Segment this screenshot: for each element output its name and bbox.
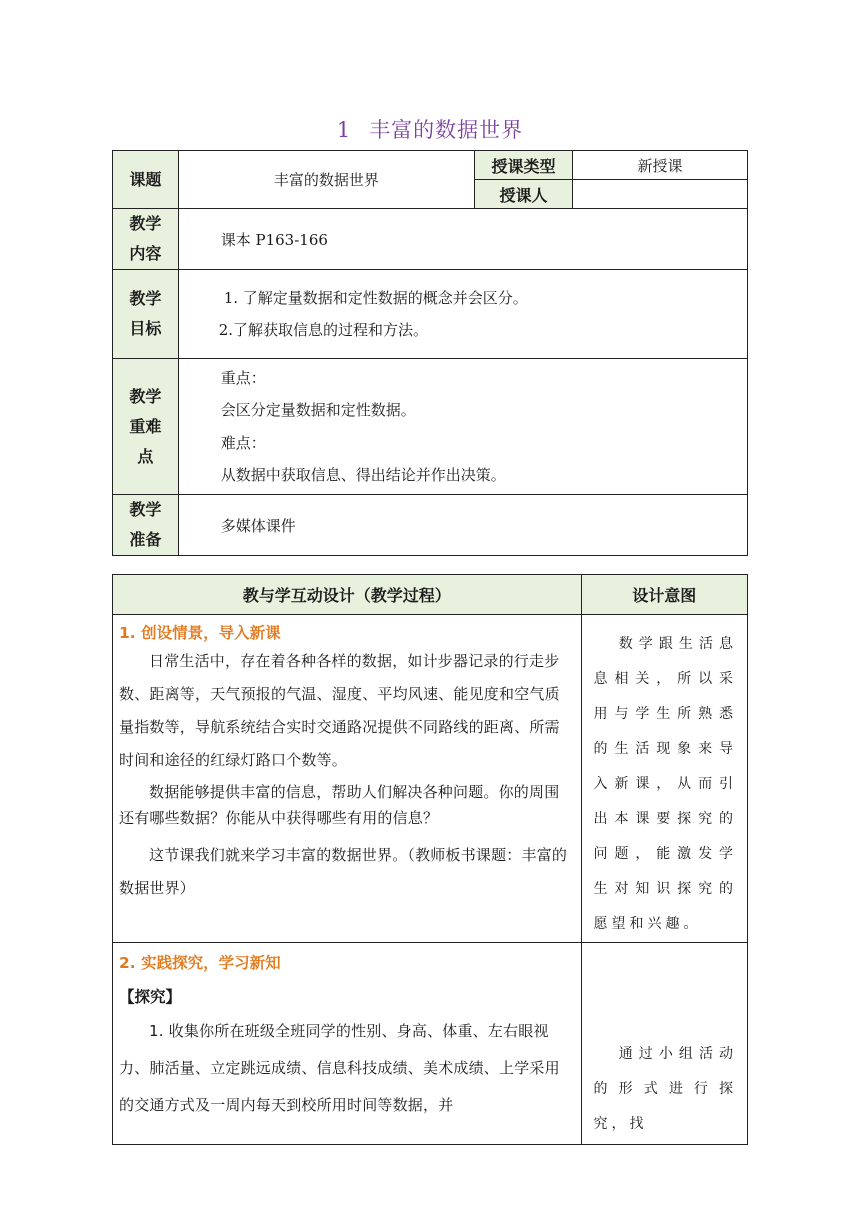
section-2-intent (581, 943, 747, 1145)
lesson-type-label: 授课类型 (474, 151, 572, 180)
goals-label-line1: 教学 (129, 289, 162, 308)
teacher-label: 授课人 (474, 180, 572, 209)
goals-value (178, 270, 747, 359)
content-value: 课本 P163-166 (178, 209, 747, 270)
goal-item-2: 2.了解获取信息的过程和方法。 (218, 321, 429, 339)
section-1-paragraph-2: 数据能够提供丰富的信息，帮助人们解决各种问题。你的周围还有哪些数据？你能从中获得哪些有用的信息？ (119, 783, 560, 827)
section-2-title: 2. 实践探究，学习新知 (119, 954, 281, 972)
section-1-intent-text: 数学跟生活息息相关，所以采用与学生所熟悉的生活现象来导入新课，从而引出本课要探究的问题，能激发学生对知识探究的愿望和兴趣。 (593, 636, 737, 932)
section-1-content (113, 615, 582, 943)
prep-label-line1: 教学 (129, 500, 162, 519)
lesson-number: 1 (336, 118, 352, 142)
lesson-info-table (112, 150, 748, 556)
content-label-line2: 内容 (129, 244, 162, 263)
explore-paragraph-1: 1. 收集你所在班级全班同学的性别、身高、体重、左右眼视力、肺活量、立定跳远成绩、信息科技成绩、美术成绩、上学采用的交通方式及一周内每天到校所用时间等数据，并 (119, 1022, 560, 1114)
section-1-intent (581, 615, 747, 943)
difficult-text: 从数据中获取信息、得出结论并作出决策。 (220, 466, 506, 484)
key-title: 重点： (220, 368, 266, 387)
lesson-type-value: 新授课 (573, 151, 748, 180)
lesson-title: 丰富的数据世界 (369, 118, 524, 142)
process-column-header: 教与学互动设计（教学过程） (113, 575, 582, 615)
goals-label (113, 270, 179, 359)
keypoints-label-line1: 教学 (129, 386, 162, 406)
explore-label: 【探究】 (119, 988, 182, 1006)
section-1-title: 1. 创设情景，导入新课 (119, 624, 281, 642)
section-2-intent-text: 通过小组活动的形式进行探究，找 (593, 1046, 737, 1132)
keypoints-value (178, 359, 747, 495)
keypoints-label-line2: 重难 (129, 416, 162, 436)
goals-label-line2: 目标 (129, 319, 162, 338)
topic-value: 丰富的数据世界 (178, 151, 474, 209)
keypoints-label-line3: 点 (137, 446, 154, 466)
content-label (113, 209, 179, 270)
keypoints-label (113, 359, 179, 495)
teacher-value (573, 180, 748, 209)
page-title (0, 114, 860, 144)
key-text: 会区分定量数据和定性数据。 (220, 401, 416, 419)
section-1-paragraph-3: 这节课我们就来学习丰富的数据世界。（教师板书课题：丰富的数据世界） (119, 846, 568, 897)
prep-label (113, 495, 179, 556)
teaching-process-table (112, 574, 748, 1145)
prep-label-line2: 准备 (129, 530, 162, 549)
content-label-line1: 教学 (129, 214, 162, 233)
topic-label: 课题 (113, 151, 179, 209)
difficult-title: 难点： (220, 433, 266, 452)
goal-item-1: 1. 了解定量数据和定性数据的概念并会区分。 (223, 289, 528, 307)
section-1-paragraph-1: 日常生活中，存在着各种各样的数据，如计步器记录的行走步数、距离等，天气预报的气温、湿度、平均风速、能见度和空气质量指数等，导航系统结合实时交通路况提供不同路线的距离、所需时间和途径的红绿灯路口个数等。 (119, 652, 560, 769)
prep-value: 多媒体课件 (178, 495, 747, 556)
intent-column-header: 设计意图 (581, 575, 747, 615)
section-2-content (113, 943, 582, 1145)
